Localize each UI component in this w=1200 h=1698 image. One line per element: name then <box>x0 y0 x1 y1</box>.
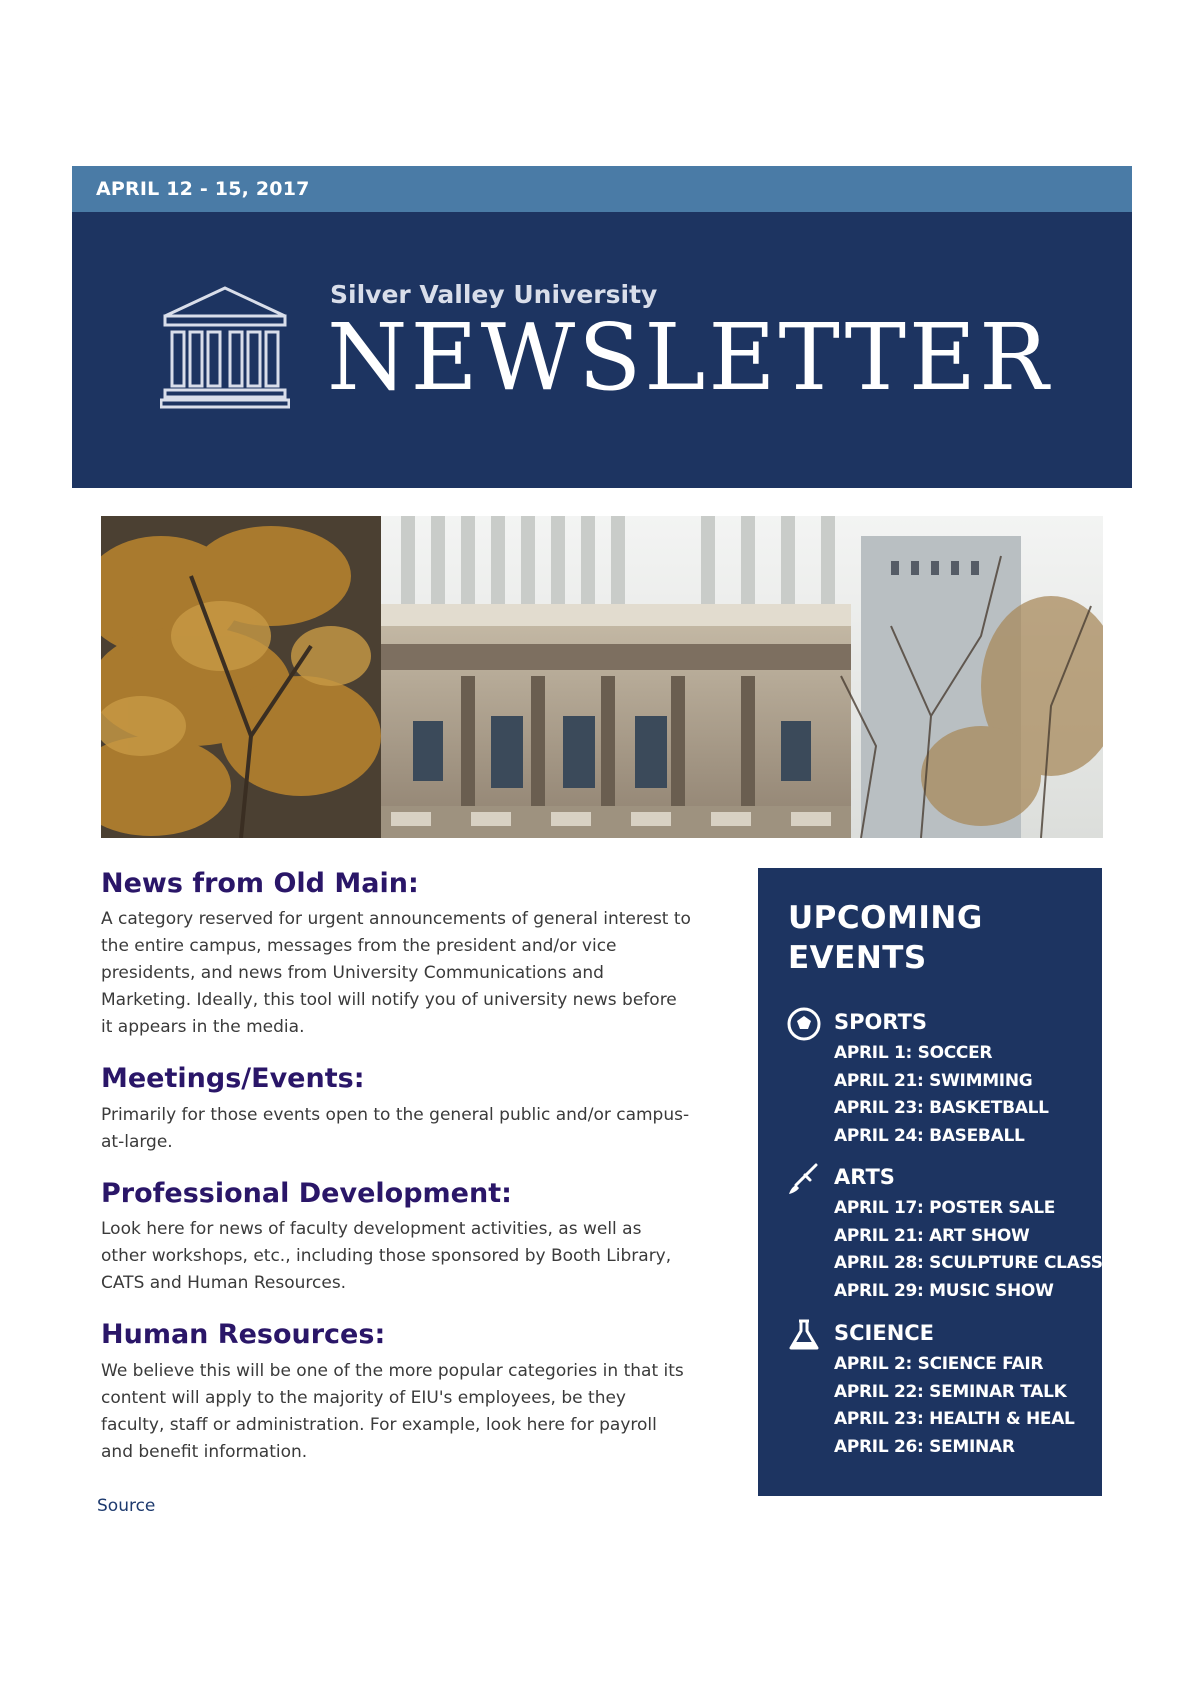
source-link[interactable]: Source <box>97 1496 156 1516</box>
section-body: Look here for news of faculty development activities, as well as other workshops, etc., including those sponsored by Booth Library, CATS and Human Resources. <box>101 1219 672 1294</box>
masthead <box>72 212 1132 488</box>
university-building-photo <box>101 516 1103 838</box>
events-title-line1: UPCOMING <box>788 900 983 936</box>
event-item: APRIL 1: SOCCER <box>834 1043 993 1063</box>
event-item: APRIL 24: BASEBALL <box>834 1125 1025 1146</box>
upcoming-events-panel <box>758 868 1102 1496</box>
university-building-icon <box>160 284 290 409</box>
soccer-ball-icon <box>786 1006 822 1042</box>
section-heading: Professional Development: <box>101 1177 512 1209</box>
paintbrush-icon <box>786 1161 822 1197</box>
section-meetings-events <box>101 1063 691 1155</box>
event-item: APRIL 23: HEALTH & HEAL <box>834 1409 1075 1429</box>
issue-date: APRIL 12 - 15, 2017 <box>96 178 310 200</box>
event-item: APRIL 23: BASKETBALL <box>834 1098 1049 1118</box>
events-title-line2: EVENTS <box>788 940 927 976</box>
event-item: APRIL 21: SWIMMING <box>834 1070 1033 1091</box>
events-title <box>788 898 983 978</box>
news-sections <box>101 868 691 1488</box>
section-professional-development <box>101 1178 691 1297</box>
event-category-name: SCIENCE <box>834 1321 935 1345</box>
event-item: APRIL 2: SCIENCE FAIR <box>834 1354 1044 1374</box>
university-name: Silver Valley University <box>330 280 658 309</box>
section-heading: Meetings/Events: <box>101 1063 365 1095</box>
flask-icon <box>786 1317 822 1353</box>
event-list <box>834 1351 1075 1461</box>
section-body: We believe this will be one of the more popular categories in that its content will apply to the majority of EIU's employees, be they faculty, staff or administration. For example, look here for payroll and benefit information. <box>101 1360 684 1462</box>
event-category-name: ARTS <box>834 1165 895 1189</box>
section-heading: News from Old Main: <box>101 868 419 899</box>
event-item: APRIL 28: SCULPTURE CLASS <box>834 1253 1103 1273</box>
section-body: A category reserved for urgent announcements of general interest to the entire campus, messages from the president and/or vice presidents, and news from University Communications and Marketing. Ideally, this tool will notify you of university news before it appears in the media. <box>101 909 691 1038</box>
section-news-from-old-main <box>101 868 691 1041</box>
event-item: APRIL 22: SEMINAR TALK <box>834 1381 1067 1402</box>
event-category-name: SPORTS <box>834 1010 928 1034</box>
section-heading: Human Resources: <box>101 1319 386 1351</box>
event-list <box>834 1195 1103 1305</box>
event-item: APRIL 21: ART SHOW <box>834 1225 1030 1246</box>
date-bar <box>72 166 1132 212</box>
section-body: Primarily for those events open to the general public and/or campus-at-large. <box>101 1104 690 1152</box>
newsletter-title: NEWSLETTER <box>327 304 1052 411</box>
event-item: APRIL 17: POSTER SALE <box>834 1198 1056 1218</box>
event-item: APRIL 29: MUSIC SHOW <box>834 1280 1054 1301</box>
section-human-resources <box>101 1319 691 1465</box>
event-list <box>834 1040 1049 1150</box>
event-item: APRIL 26: SEMINAR <box>834 1436 1015 1457</box>
